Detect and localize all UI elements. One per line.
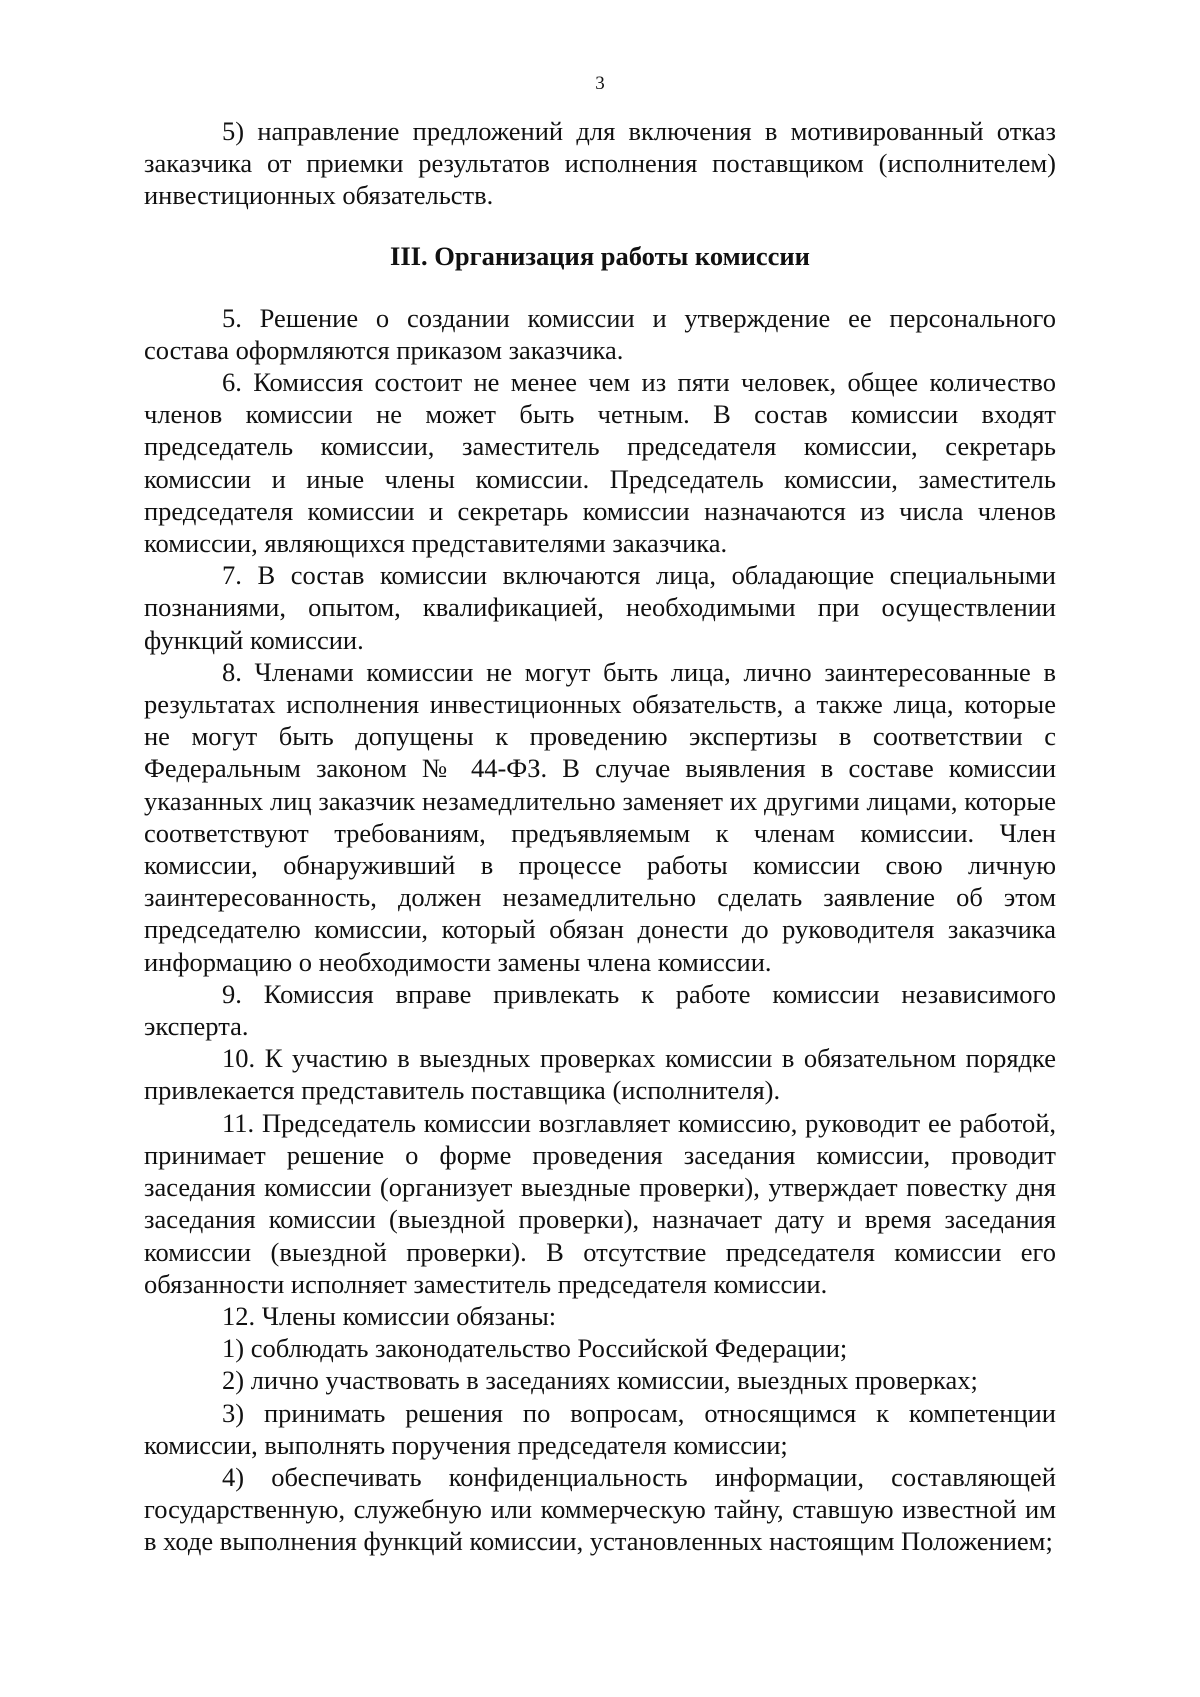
paragraph-clause-7: 7. В состав комиссии включаются лица, обладающие специальными познаниями, опытом, квалификацией, необходимыми при осуществлении функций комиссии. [144, 560, 1056, 655]
paragraph-clause-9: 9. Комиссия вправе привлекать к работе комиссии независимого эксперта. [144, 978, 1056, 1042]
section-heading: III. Организация работы комиссии [390, 240, 810, 271]
paragraph-duty-3: 3) принимать решения по вопросам, относящимся к компетенции комиссии, выполнять поручения председателя комиссии; [144, 1397, 1056, 1460]
page-content [144, 115, 1056, 1558]
paragraph-clause-10: 10. К участию в выездных проверках комиссии в обязательном порядке привлекается представитель поставщика (исполнителя). [144, 1043, 1056, 1106]
page-number: 3 [595, 73, 605, 94]
paragraph-clause-12: 12. Члены комиссии обязаны: [222, 1300, 557, 1331]
paragraph-duty-1: 1) соблюдать законодательство Российской Федерации; [222, 1333, 848, 1364]
paragraph-clause-11: 11. Председатель комиссии возглавляет комиссию, руководит ее работой, принимает решение о форме проведения заседания комиссии, проводит заседания комиссии (организует выездные проверки), утверждает повестку дня заседания комиссии (выездной проверки), назначает дату и время заседания комиссии (выездной проверки). В отсутствие председателя комиссии его обязанности исполняет заместитель председателя комиссии. [144, 1107, 1056, 1299]
paragraph-clause-5: 5. Решение о создании комиссии и утверждение ее персонального состава оформляются приказом заказчика. [144, 302, 1056, 365]
paragraph-item-5-intro: 5) направление предложений для включения в мотивированный отказ заказчика от приемки результатов исполнения поставщиком (исполнителем) инвестиционных обязательств. [144, 116, 1056, 211]
paragraph-duty-4: 4) обеспечивать конфиденциальность информации, составляющей государственную, служебную или коммерческую тайну, ставшую известной им в ходе выполнения функций комиссии, установленных настоящим Положением; [144, 1461, 1056, 1557]
paragraph-clause-8: 8. Членами комиссии не могут быть лица, лично заинтересованные в результатах исполнения инвестиционных обязательств, а также лица, которые не могут быть допущены к проведению экспертизы в соответствии с Федеральным законом № 44-ФЗ. В случае выявления в составе комиссии указанных лиц заказчик незамедлительно заменяет их другими лицами, которые соответствуют требованиям, предъявляемым к членам комиссии. Член комиссии, обнаруживший в процессе работы комиссии свою личную заинтересованность, должен незамедлительно сделать заявление об этом председателю комиссии, который обязан донести до руководителя заказчика информацию о необходимости замены члена комиссии. [144, 656, 1056, 977]
paragraph-clause-6: 6. Комиссия состоит не менее чем из пяти человек, общее количество членов комиссии не может быть четным. В состав комиссии входят председатель комиссии, заместитель председателя комиссии, секретарь комиссии и иные члены комиссии. Председатель комиссии, заместитель председателя комиссии и секретарь комиссии назначаются из числа членов комиссии, являющихся представителями заказчика. [144, 367, 1056, 559]
paragraph-duty-2: 2) лично участвовать в заседаниях комиссии, выездных проверках; [222, 1365, 978, 1396]
